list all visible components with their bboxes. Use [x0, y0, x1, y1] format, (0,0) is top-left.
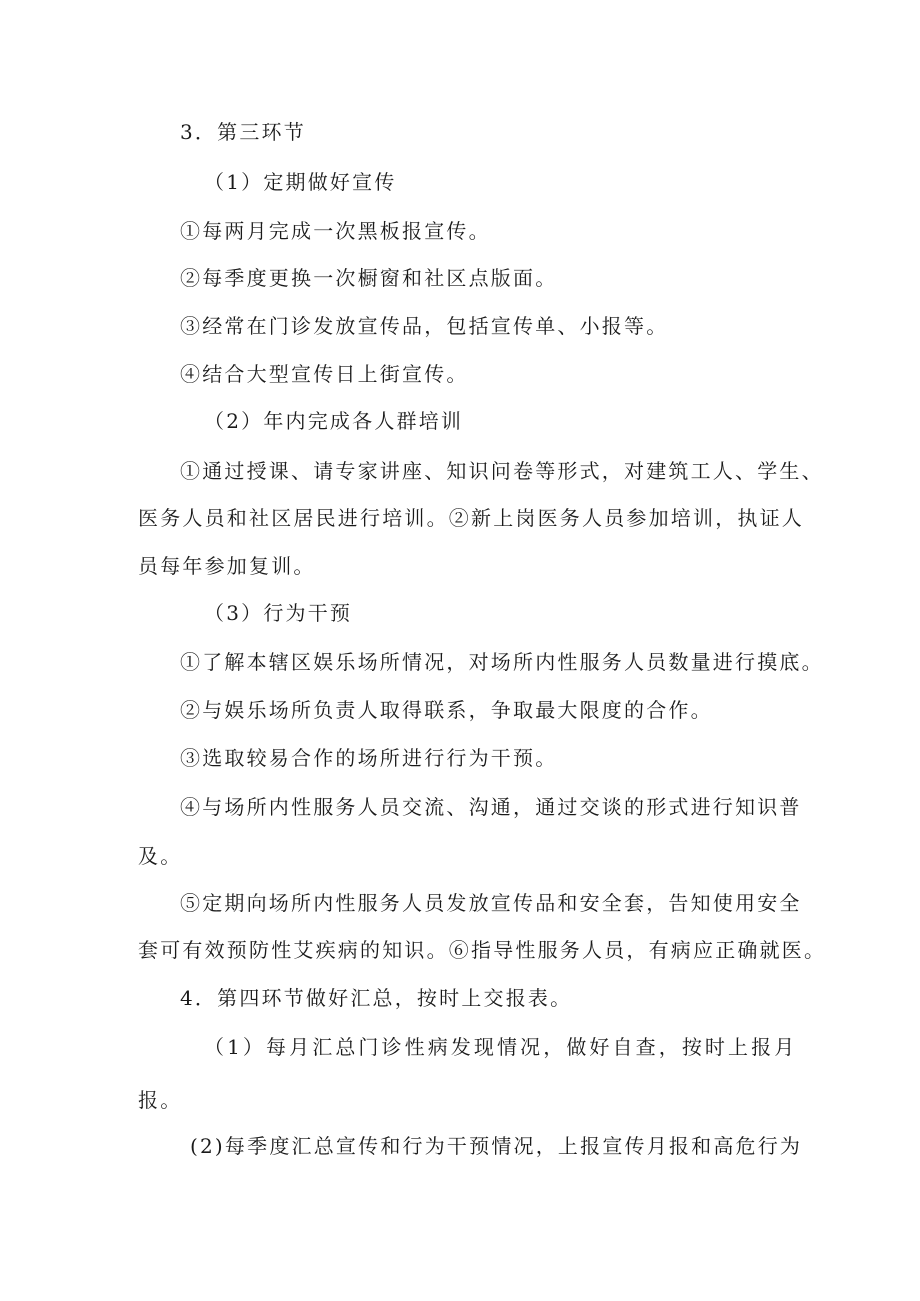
list-item: ②每季度更换一次橱窗和社区点版面。 — [180, 266, 558, 290]
list-item: ④结合大型宣传日上街宣传。 — [180, 362, 469, 386]
paragraph-line: 员每年参加复训。 — [138, 554, 316, 578]
subsection-3-heading: （3）行为干预 — [204, 601, 353, 625]
paragraph-line: 医务人员和社区居民进行培训。②新上岗医务人员参加培训，执证人 — [138, 506, 804, 530]
paragraph-line: ⑤定期向场所内性服务人员发放宣传品和安全套，告知使用安全 — [180, 891, 802, 915]
list-item: ①每两月完成一次黑板报宣传。 — [180, 219, 491, 243]
paragraph-line: （1）每月汇总门诊性病发现情况，做好自查，按时上报月 — [204, 1035, 798, 1059]
list-item: ②与娱乐场所负责人取得联系，争取最大限度的合作。 — [180, 698, 713, 722]
section-4-heading: 4．第四环节做好汇总，按时上交报表。 — [180, 986, 573, 1010]
list-item: ③选取较易合作的场所进行行为干预。 — [180, 746, 558, 770]
paragraph-line: (2)每季度汇总宣传和行为干预情况，上报宣传月报和高危行为 — [190, 1134, 803, 1158]
subsection-2-heading: （2）年内完成各人群培训 — [204, 409, 464, 433]
list-item: ③经常在门诊发放宣传品，包括宣传单、小报等。 — [180, 314, 669, 338]
paragraph-line: 报。 — [138, 1088, 183, 1112]
list-item: ①了解本辖区娱乐场所情况，对场所内性服务人员数量进行摸底。 — [180, 650, 824, 674]
paragraph-line: 套可有效预防性艾疾病的知识。⑥指导性服务人员，有病应正确就医。 — [138, 938, 827, 962]
subsection-1-heading: （1）定期做好宣传 — [204, 170, 397, 194]
paragraph-line: ④与场所内性服务人员交流、沟通，通过交谈的形式进行知识普 — [180, 795, 802, 819]
paragraph-line: ①通过授课、请专家讲座、知识问卷等形式，对建筑工人、学生、 — [180, 459, 824, 483]
paragraph-line: 及。 — [138, 844, 183, 868]
section-3-heading: 3．第三环节 — [180, 120, 306, 144]
